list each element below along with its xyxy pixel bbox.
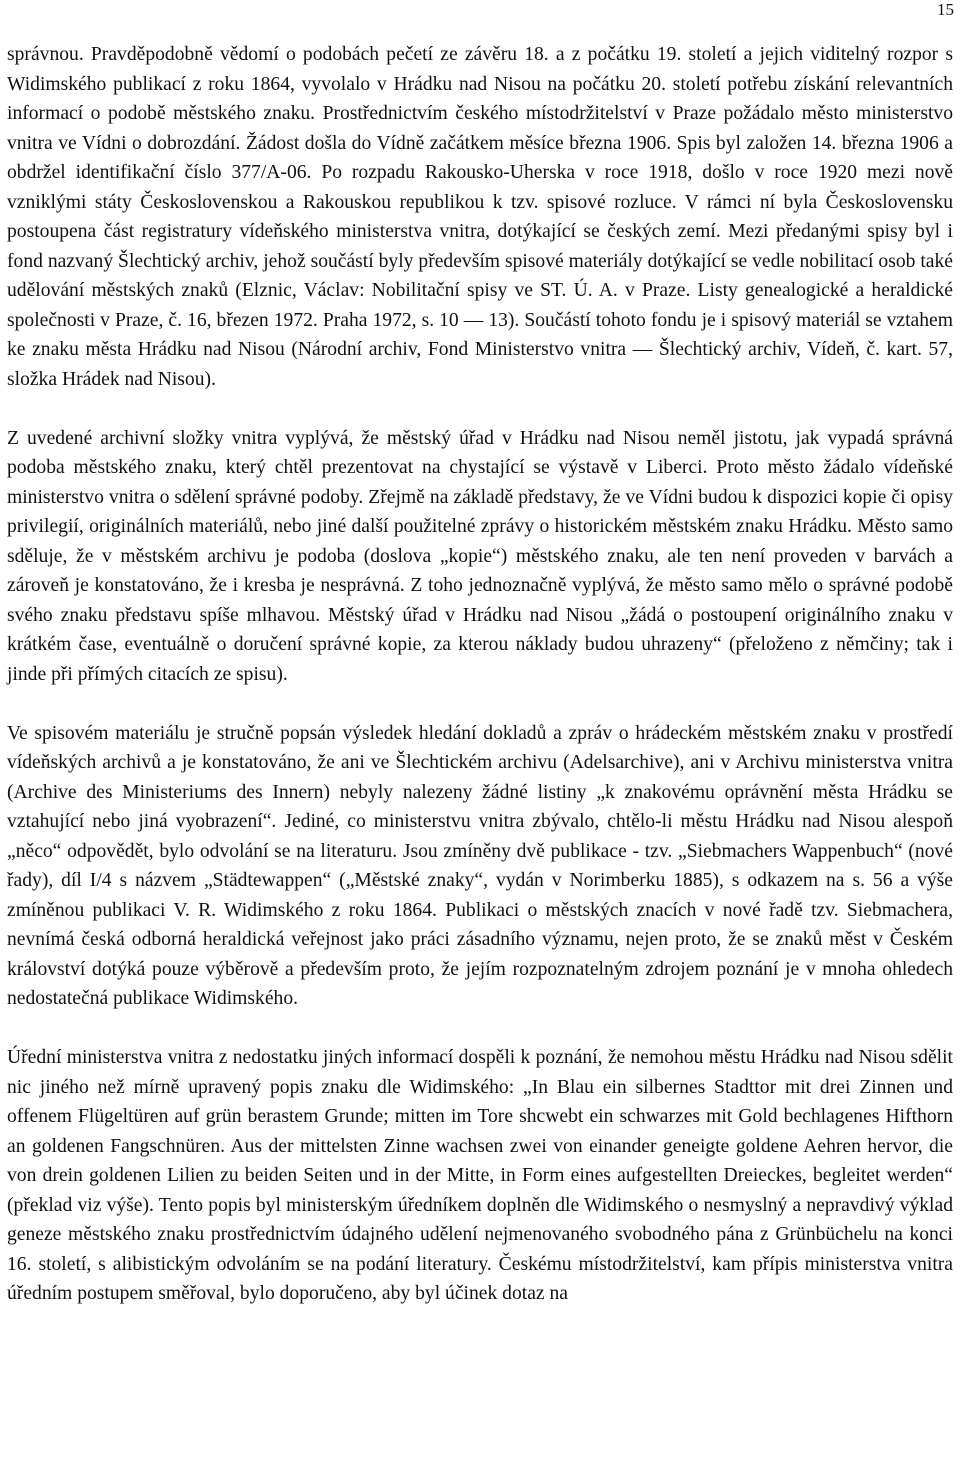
document-body [7, 40, 953, 1309]
paragraph-seal-history: správnou. Pravděpodobně vědomí o podobách pečetí ze závěru 18. a z počátku 19. století a jejich viditelný rozpor s Widimského publikací z roku 1864, vyvolalo v Hrádku nad Nisou na počátku 20. století potřebu získání relevantních informací o podobě městského znaku. Prostřednictvím českého místodržitelství v Praze požádalo město ministerstvo vnitra ve Vídni o dobrozdání. Žádost došla do Vídně začátkem měsíce března 1906. Spis byl založen 14. března 1906 a obdržel identifikační číslo 377/A-06. Po rozpadu Rakousko-Uherska v roce 1918, došlo v roce 1920 mezi nově vzniklými státy Československou a Rakouskou republikou k tzv. spisové rozluce. V rámci ní byla Československu postoupena část registratury vídeňského ministerstva vnitra, dotýkající se českých zemí. Mezi předanými spisy byl i fond nazvaný Šlechtický archiv, jehož součástí byly především spisové materiály dotýkající se vedle nobilitací osob také udělování městských znaků (Elznic, Václav: Nobilitační spisy ve ST. Ú. A. v Praze. Listy genealogické a heraldické společnosti v Praze, č. 16, březen 1972. Praha 1972, s. 10 — 13). Součástí tohoto fondu je i spisový materiál se vztahem ke znaku města Hrádku nad Nisou (Národní archiv, Fond Ministerstvo vnitra — Šlechtický archiv, Vídeň, č. kart. 57, složka Hrádek nad Nisou). [7, 44, 953, 390]
paragraph-archive-request: Z uvedené archivní složky vnitra vyplývá, že městský úřad v Hrádku nad Nisou neměl jistotu, jak vypadá správná podoba městského znaku, který chtěl prezentovat na chystající se výstavě v Liberci. Proto město žádalo vídeňské ministerstvo vnitra o sdělení správné podoby. Zřejmě na základě představy, že ve Vídni budou k dispozici kopie či opisy privilegií, originálních materiálů, nebo jiné další použitelné zprávy o historickém městském znaku Hrádku. Město samo sděluje, že v městském archivu je podoba (doslova „kopie“) městského znaku, ale ten není proveden v barvách a zároveň je konstatováno, že i kresba je nesprávná. Z toho jednoznačně vyplývá, že město samo mělo o správné podobě svého znaku představu spíše mlhavou. Městský úřad v Hrádku nad Nisou „žádá o postoupení originálního znaku v krátkém čase, eventuálně o doručení správné kopie, za kterou náklady budou uhrazeny“ (přeloženo z němčiny; tak i jinde při přímých citacích ze spisu). [7, 427, 953, 685]
page-number: 15 [937, 0, 954, 19]
paragraph-ministry-reply: Úřední ministerstva vnitra z nedostatku jiných informací dospěli k poznání, že nemohou městu Hrádku nad Nisou sdělit nic jiného než mírně upravený popis znaku dle Widimského: „In Blau ein silbernes Stadttor mit drei Zinnen und offenem Flügeltüren auf grün berastem Grunde; mitten im Tore shcwebt ein schwarzes mit Gold bechlagenes Hifthorn an goldenen Fangschnüren. Aus der mittelsten Zinne wachsen zwei von einander geneigte goldene Aehren hervor, die von drein goldenen Lilien zu beiden Seiten und in der Mitte, in Form eines aufgestellten Dreieckes, begleitet werden“ (překlad viz výše). Tento popis byl ministerským úředníkem doplněn dle Widimského o nesmyslný a nepravdivý výklad geneze městského znaku prostřednictvím údajného udělení nejmenovaného svobodného pána z Grünbüchelu na konci 16. století, s alibistickým odvoláním se na podání literatury. Českému místodržitelství, kam přípis ministerstva vnitra úředním postupem směřoval, bylo doporučeno, aby byl účinek dotaz na [7, 1047, 953, 1304]
paragraph-vienna-search: Ve spisovém materiálu je stručně popsán výsledek hledání dokladů a zpráv o hrádeckém městském znaku v prostředí vídeňských archivů a je konstatováno, že ani ve Šlechtickém archivu (Adelsarchive), ani v Archivu ministerstva vnitra (Archive des Ministeriums des Innern) nebyly nalezeny žádné listiny „k znakovému oprávnění města Hrádku se vztahující nebo jiná vyobrazení“. Jediné, co ministerstvu vnitra zbývalo, chtělo-li městu Hrádku nad Nisou alespoň „něco“ odpovědět, bylo odvolání se na literaturu. Jsou zmíněny dvě publikace - tzv. „Siebmachers Wappenbuch“ (nové řady), díl I/4 s názvem „Städtewappen“ („Městské znaky“, vydán v Norimberku 1885), s odkazem na s. 56 a výše zmíněnou publikaci V. R. Widimského z roku 1864. Publikaci o městských znacích v nové řadě tzv. Siebmachera, nevnímá česká odborná heraldická veřejnost jako práci zásadního významu, nejen proto, že se znaků měst v Českém království dotýká pouze výběrově a především proto, že jejím rozpoznatelným zdrojem poznání je v mnoha ohledech nedostatečná publikace Widimského. [7, 722, 953, 1009]
